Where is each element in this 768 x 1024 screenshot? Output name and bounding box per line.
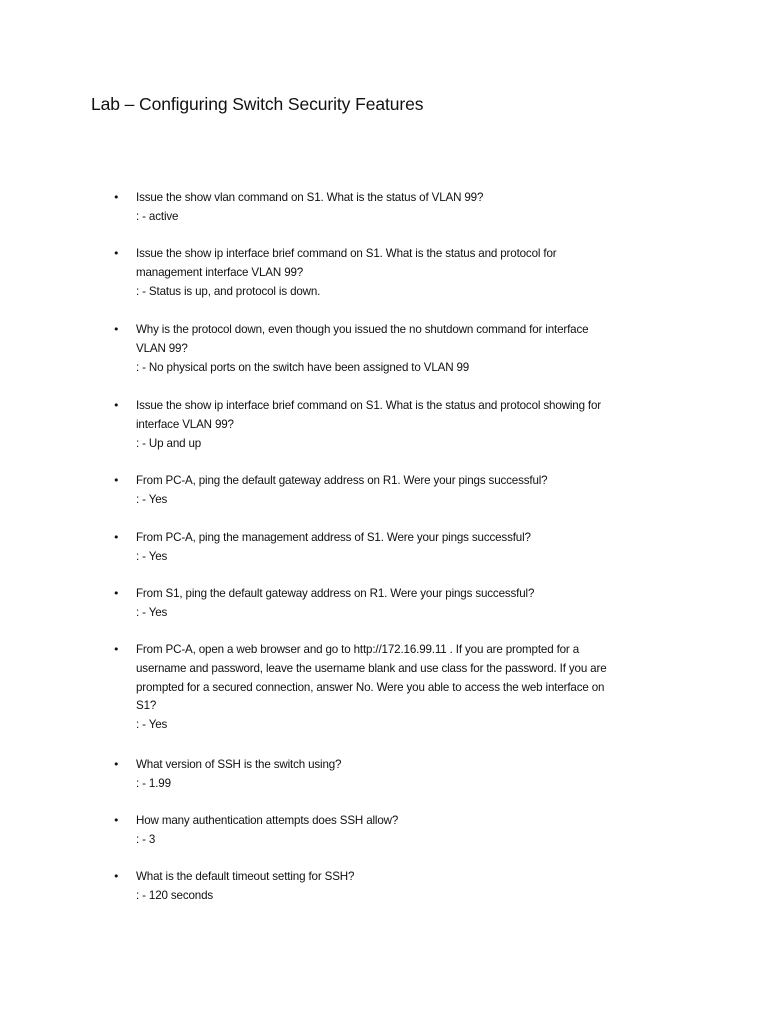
- question-text: What is the default timeout setting for SSH?: [136, 870, 355, 883]
- bullet-icon: •: [113, 399, 120, 412]
- answer-text: : - Yes: [136, 718, 168, 732]
- question-answer: [136, 585, 676, 623]
- answer-text: : - Up and up: [136, 436, 202, 450]
- bullet-icon: •: [113, 247, 120, 260]
- question-answer: [136, 812, 676, 850]
- question-text: Issue the show ip interface brief command on S1. What is the status and protocol showing for: [136, 399, 602, 412]
- answer-text: : - Yes: [136, 549, 168, 563]
- question-text: VLAN 99?: [136, 341, 188, 355]
- question-text: username and password, leave the username blank and use class for the password. If you are: [136, 661, 607, 675]
- question-answer: [136, 641, 676, 735]
- question-text: interface VLAN 99?: [136, 417, 234, 431]
- question-text: From PC-A, open a web browser and go to http://172.16.99.11 . If you are prompted for a: [136, 643, 580, 656]
- question-text: What version of SSH is the switch using?: [136, 758, 342, 771]
- question-text: S1?: [136, 699, 157, 713]
- question-text: From PC-A, ping the default gateway address on R1. Were your pings successful?: [136, 474, 548, 487]
- question-answer: [136, 321, 676, 377]
- question-answer: [136, 189, 676, 227]
- bullet-icon: •: [113, 758, 120, 771]
- question-answer: [136, 529, 676, 567]
- answer-text: : - Yes: [136, 492, 168, 506]
- bullet-icon: •: [113, 870, 120, 883]
- answer-text: : - 3: [136, 832, 156, 846]
- question-text: management interface VLAN 99?: [136, 265, 304, 279]
- question-text: From PC-A, ping the management address of S1. Were your pings successful?: [136, 531, 531, 544]
- question-text: Why is the protocol down, even though you issued the no shutdown command for interface: [136, 323, 589, 336]
- answer-text: : - Status is up, and protocol is down.: [136, 284, 321, 298]
- bullet-icon: •: [113, 191, 120, 204]
- page-title: Lab – Configuring Switch Security Features: [91, 94, 424, 114]
- bullet-icon: •: [113, 587, 120, 600]
- bullet-icon: •: [113, 474, 120, 487]
- question-text: Issue the show ip interface brief command on S1. What is the status and protocol for: [136, 247, 557, 260]
- answer-text: : - 1.99: [136, 776, 171, 790]
- question-answer: [136, 472, 676, 510]
- answer-text: : - Yes: [136, 605, 168, 619]
- bullet-icon: •: [113, 814, 120, 827]
- question-text: How many authentication attempts does SSH allow?: [136, 814, 399, 827]
- answer-text: : - active: [136, 209, 179, 223]
- question-answer: [136, 397, 676, 453]
- bullet-icon: •: [113, 643, 120, 656]
- question-answer: [136, 756, 676, 794]
- question-text: From S1, ping the default gateway address on R1. Were your pings successful?: [136, 587, 535, 600]
- question-text: Issue the show vlan command on S1. What is the status of VLAN 99?: [136, 191, 484, 204]
- answer-text: : - No physical ports on the switch have been assigned to VLAN 99: [136, 360, 470, 374]
- bullet-icon: •: [113, 531, 120, 544]
- question-answer: [136, 245, 676, 301]
- bullet-icon: •: [113, 323, 120, 336]
- answer-text: : - 120 seconds: [136, 888, 214, 902]
- question-text: prompted for a secured connection, answer No. Were you able to access the web interface on: [136, 680, 605, 694]
- question-answer: [136, 868, 676, 906]
